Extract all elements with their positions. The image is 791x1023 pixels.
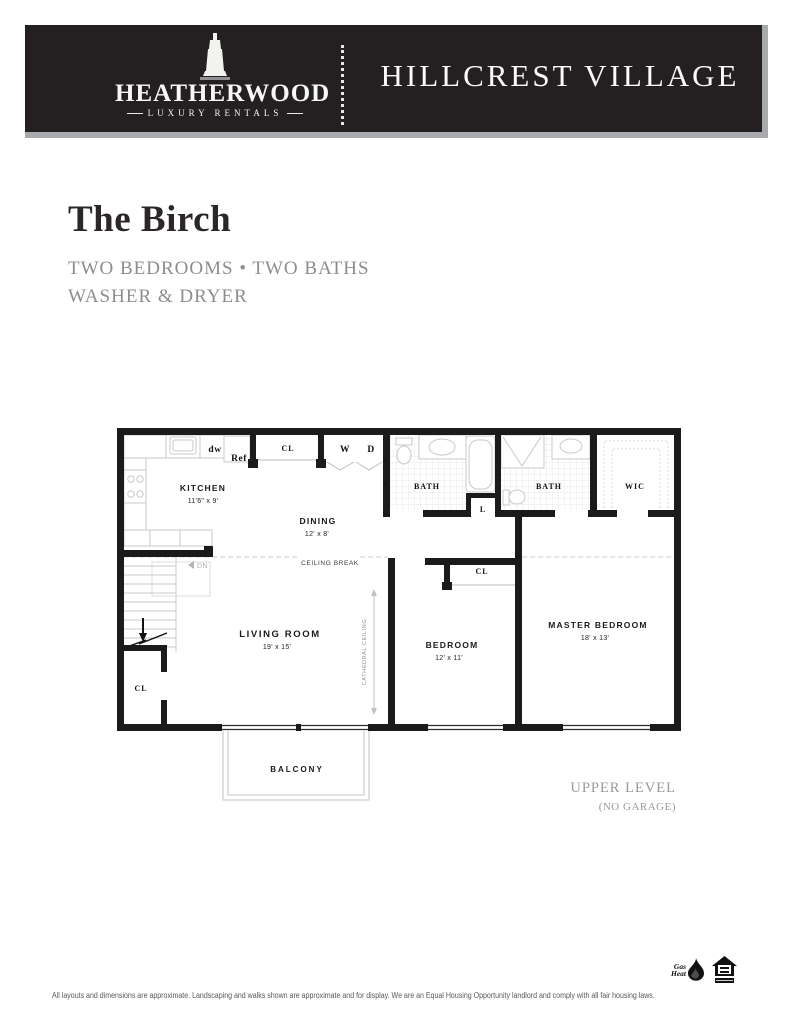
plan-features — [68, 255, 370, 311]
dishwasher-label: dw — [208, 445, 222, 455]
brand-tagline: LUXURY RENTALS — [147, 108, 283, 118]
bedroom-closet-label: CL — [475, 567, 489, 576]
heatherwood-logo — [115, 33, 331, 118]
cathedral-ceiling-arrow — [371, 589, 377, 715]
cathedral-ceiling-label: CATHEDRAL CEILING — [362, 618, 368, 686]
kitchen-peninsula — [124, 530, 212, 546]
stairs-down — [121, 557, 210, 652]
ceiling-break-label: CEILING BREAK — [301, 560, 359, 567]
linen-closet-label: L — [479, 505, 487, 514]
floor-plan-diagram — [110, 420, 690, 820]
living-room-dims: 19' x 15' — [262, 644, 292, 651]
kitchen-label: KITCHEN — [179, 483, 227, 493]
bedroom-dims: 12' x 11' — [435, 655, 463, 662]
shower — [501, 435, 544, 468]
windows — [222, 726, 650, 730]
toilet-tank — [503, 490, 509, 505]
toilet-bowl — [509, 490, 525, 504]
dotted-divider — [341, 45, 344, 125]
hall-closet-label: CL — [281, 444, 295, 453]
level-label: UPPER LEVEL — [570, 780, 676, 796]
bath2-label: BATH — [535, 482, 563, 491]
level-note: (NO GARAGE) — [598, 801, 676, 813]
vanity-sink — [560, 439, 582, 453]
plan-title: The Birch — [68, 199, 232, 240]
stairs-dn-label: DN — [197, 563, 209, 570]
property-name: HILLCREST VILLAGE — [380, 58, 740, 93]
master-bedroom-dims: 18' x 13' — [580, 635, 610, 642]
tagline-rule-left — [127, 113, 143, 114]
tagline-rule-right — [287, 113, 303, 114]
wic-shelving — [604, 441, 668, 512]
water-tower-icon — [200, 33, 230, 81]
gas-heat-label: Gas Heat — [671, 961, 686, 978]
bedroom-label: BEDROOM — [425, 640, 479, 650]
master-bedroom-label: MASTER BEDROOM — [548, 620, 648, 630]
features-line-2: WASHER & DRYER — [68, 286, 248, 307]
toilet-bowl — [397, 446, 411, 464]
header-bar — [25, 25, 768, 138]
toilet-tank — [396, 438, 412, 445]
stove — [124, 470, 146, 503]
dryer-label: D — [367, 445, 375, 455]
refrigerator-label: Ref — [231, 454, 247, 464]
gas-heat-badge — [664, 958, 704, 982]
brand-wordmark: HEATHERWOOD — [115, 80, 331, 107]
footer-disclaimer: All layouts and dimensions are approximate. Landscaping and walks shown are approximate and for display. We are an Equal Housing Opportunity landlord and comply with all fair housing laws. — [52, 991, 655, 1000]
equal-housing-opportunity-icon — [712, 956, 737, 984]
vanity-sink — [429, 439, 455, 455]
balcony-label: BALCONY — [270, 765, 324, 774]
features-line-1: TWO BEDROOMS • TWO BATHS — [68, 258, 370, 279]
dining-label: DINING — [299, 516, 337, 526]
brand-tagline-row — [115, 108, 315, 118]
living-room-label: LIVING ROOM — [239, 629, 321, 640]
entry-closet-label: CL — [134, 684, 148, 693]
bath1-label: BATH — [413, 482, 441, 491]
washer-label: W — [340, 445, 350, 455]
wic-label: WIC — [625, 482, 645, 491]
gas-heat-flame-icon — [687, 958, 704, 982]
kitchen-dims: 11'6" x 9' — [187, 498, 219, 505]
dining-dims: 12' x 8' — [304, 531, 330, 538]
